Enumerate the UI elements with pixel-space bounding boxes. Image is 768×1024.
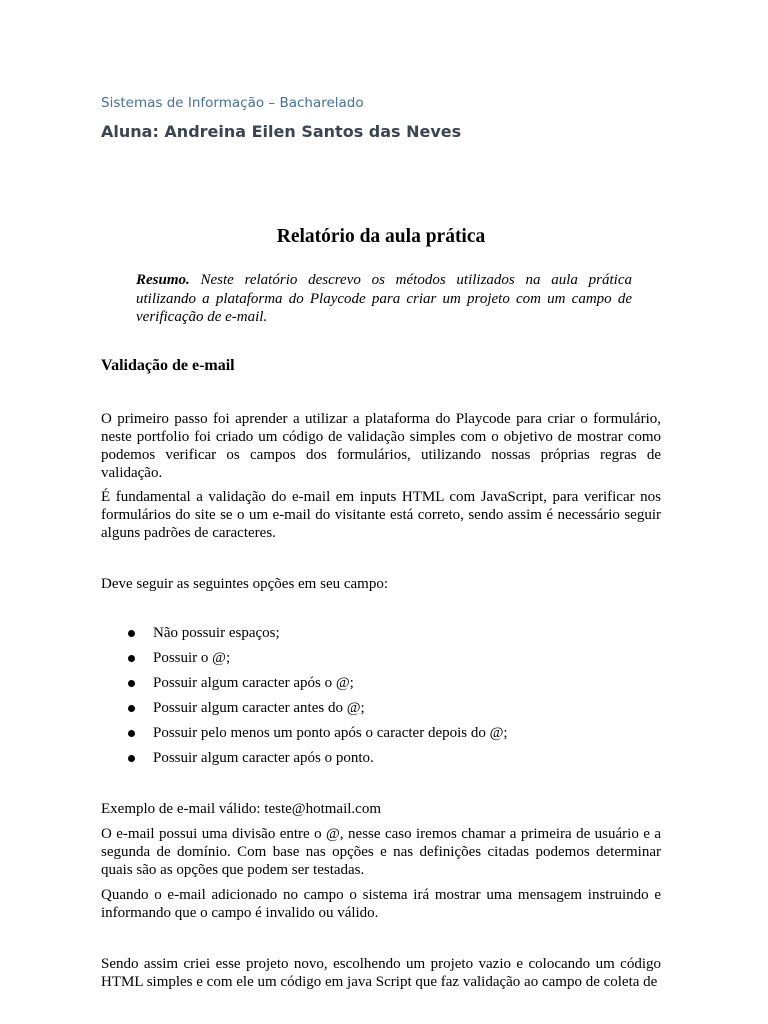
abstract-text: Neste relatório descrevo os métodos utilizados na aula prática utilizando a plataforma do Playcode para criar um projeto com um campo de verificação de e-mail. — [136, 272, 632, 325]
bullet-icon — [128, 705, 135, 712]
section-heading: Validação de e-mail — [101, 357, 235, 374]
bullet-icon — [128, 630, 135, 637]
paragraph-project: Sendo assim criei esse projeto novo, escolhendo um projeto vazio e colocando um código HTML simples e com ele um código em java Script que faz validação ao campo de coleta de — [101, 956, 661, 990]
abstract-label: Resumo. — [136, 272, 190, 288]
student-name: Aluna: Andreina Eilen Santos das Neves — [101, 122, 462, 141]
paragraph-rules-intro: Deve seguir as seguintes opções em seu campo: — [101, 576, 388, 592]
paragraph-example: Exemplo de e-mail válido: teste@hotmail.com — [101, 801, 381, 817]
bullet-icon — [128, 730, 135, 737]
list-item-text: Possuir pelo menos um ponto após o caracter depois do @; — [153, 725, 508, 741]
list-item-text: Possuir algum caracter após o @; — [153, 675, 354, 691]
bullet-icon — [128, 755, 135, 762]
list-item — [101, 674, 661, 699]
paragraph-importance: É fundamental a validação do e-mail em inputs HTML com JavaScript, para verificar nos formulários do site se o um e-mail do visitante está correto, sendo assim é necessário seguir alguns padrões de caracteres. — [101, 489, 661, 541]
list-item — [101, 699, 661, 724]
list-item — [101, 749, 661, 774]
paragraph-intro: O primeiro passo foi aprender a utilizar a plataforma do Playcode para criar o formulário, neste portfolio foi criado um código de validação simples com o objetivo de mostrar como podemos verificar os campos dos formulários, utilizando nossas próprias regras de validação. — [101, 411, 661, 481]
paragraph-division: O e-mail possui uma divisão entre o @, nesse caso iremos chamar a primeira de usuário e a segunda de domínio. Com base nas opções e nas definições citadas podemos determinar quais são as opções que podem ser testadas. — [101, 826, 661, 878]
list-item — [101, 624, 661, 649]
abstract — [136, 271, 632, 327]
list-item-text: Não possuir espaços; — [153, 625, 280, 641]
list-item — [101, 724, 661, 749]
course-name: Sistemas de Informação – Bacharelado — [101, 95, 364, 111]
list-item-text: Possuir o @; — [153, 650, 231, 666]
list-item-text: Possuir algum caracter antes do @; — [153, 700, 365, 716]
list-item-text: Possuir algum caracter após o ponto. — [153, 750, 374, 766]
bullet-icon — [128, 680, 135, 687]
bullet-icon — [128, 655, 135, 662]
paragraph-feedback: Quando o e-mail adicionado no campo o sistema irá mostrar uma mensagem instruindo e informando que o campo é invalido ou válido. — [101, 887, 661, 921]
validation-rules-list — [101, 624, 661, 774]
report-title: Relatório da aula prática — [276, 226, 486, 247]
list-item — [101, 649, 661, 674]
